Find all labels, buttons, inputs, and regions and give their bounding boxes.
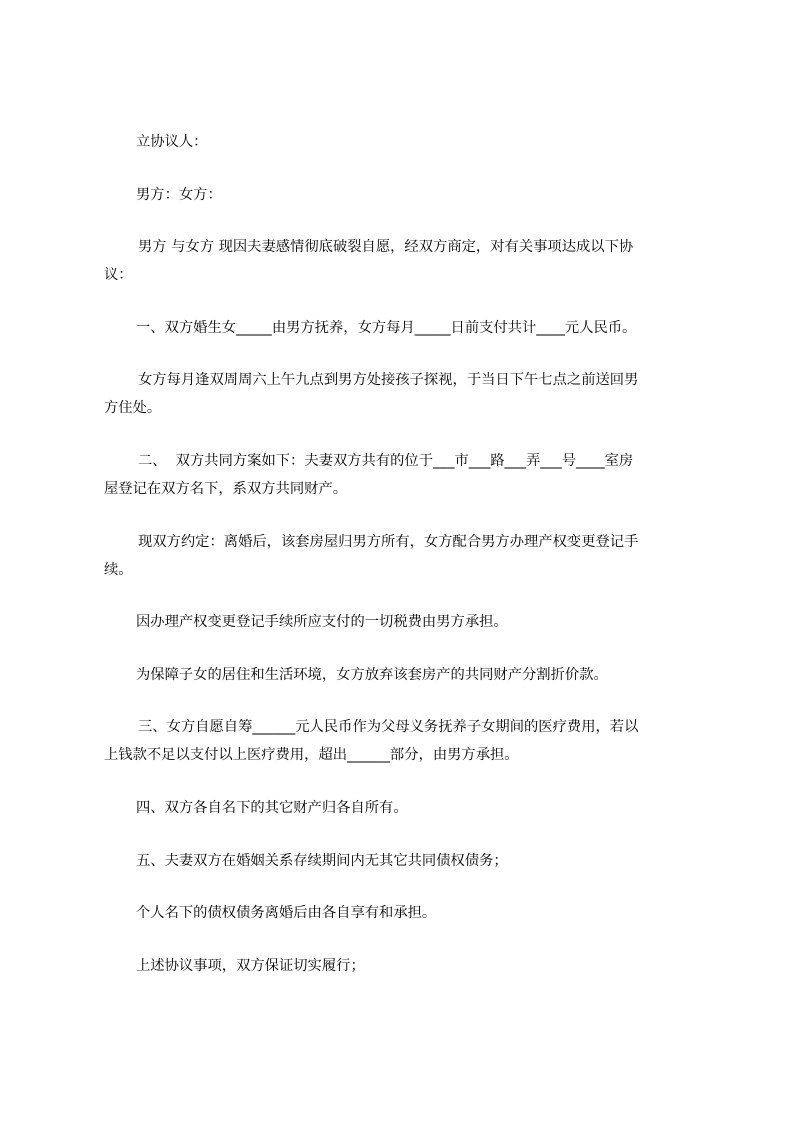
paragraph-line: 续。 [104, 561, 133, 578]
paragraph [104, 528, 704, 584]
paragraph-line: 上钱款不足以支付以上医疗费用，超出______部分，由男方承担。 [104, 747, 519, 764]
paragraph [104, 713, 704, 769]
paragraph-line: 男方：女方： [136, 186, 222, 203]
paragraph-line: 立协议人： [136, 134, 208, 150]
paragraph-line: 男方 与女方 现因夫妻感情彻底破裂自愿，经双方商定，对有关事项达成以下协 [138, 239, 634, 256]
paragraph [104, 366, 704, 422]
paragraph [104, 661, 704, 689]
paragraph-line: 二、 双方共同方案如下：夫妻双方共有的位于___市___路___弄___号____室房 [138, 452, 634, 469]
paragraph-line: 因办理产权变更登记手续所应支付的一切税费由男方承担。 [136, 614, 508, 631]
paragraph-line: 女方每月逢双周周六上午九点到男方处接孩子探视，于当日下午七点之前送回男 [138, 372, 639, 389]
paragraph [104, 794, 704, 822]
paragraph [104, 952, 704, 980]
paragraph-line: 上述协议事项，双方保证切实履行； [136, 957, 365, 974]
paragraph [104, 899, 704, 927]
paragraph [104, 314, 704, 342]
paragraph-line: 三、女方自愿自筹______元人民币作为父母义务抚养子女期间的医疗费用，若以 [138, 719, 639, 736]
paragraph-line: 为保障子女的居住和生活环境，女方放弃该套房产的共同财产分割折价款。 [136, 666, 608, 683]
paragraph [104, 847, 704, 875]
paragraph [104, 128, 704, 156]
paragraph [104, 608, 704, 636]
paragraph [104, 181, 704, 209]
paragraph-line: 方住处。 [104, 400, 162, 417]
paragraph [104, 447, 704, 503]
paragraph-line: 议： [104, 267, 133, 284]
paragraph-line: 个人名下的债权债务离婚后由各自享有和承担。 [136, 905, 437, 922]
paragraph-line: 五、夫妻双方在婚姻关系存续期间内无其它共同债权债务； [136, 852, 508, 869]
paragraph-line: 现双方约定：离婚后，该套房屋归男方所有，女方配合男方办理产权变更登记手 [138, 533, 639, 550]
paragraph-line: 四、双方各自名下的其它财产归各自所有。 [136, 799, 408, 816]
paragraph [104, 233, 704, 289]
paragraph-line: 一、双方婚生女_____由男方抚养，女方每月_____日前支付共计____元人民币。 [136, 319, 637, 336]
document-page [104, 128, 704, 1004]
paragraph-line: 屋登记在双方名下，系双方共同财产。 [104, 480, 348, 497]
